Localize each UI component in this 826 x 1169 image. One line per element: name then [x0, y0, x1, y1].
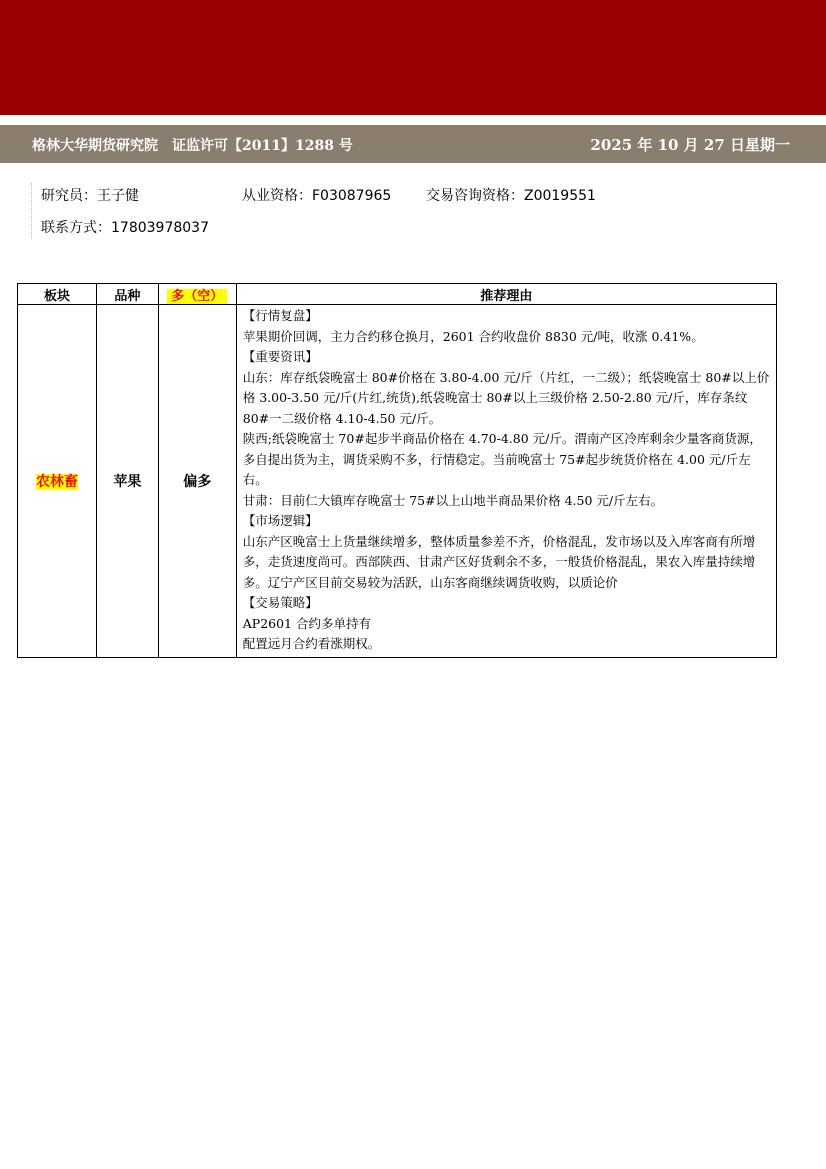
sector-label: 农林畜	[35, 473, 78, 490]
reason-line: 【交易策略】	[242, 595, 318, 610]
reason-line: 【重要资讯】	[242, 349, 318, 364]
reason-line: 苹果期价回调，主力合约移仓换月，2601 合约收盘价 8830 元/吨，收涨 0.41%。	[242, 328, 704, 344]
cell-reason	[236, 305, 776, 658]
reason-line: 山东：库存纸袋晚富士 80#价格在 3.80-4.00 元/斤（片红，一二级）；纸袋晚富士 80#以上价格 3.00-3.50 元/斤(片红,统货),纸袋晚富士 80#以上三级价格 2.50-2.80 元/斤，库存条纹 80#一二级价格 4.10-4.50 元/斤。	[242, 369, 770, 426]
researcher-name: 研究员：王子健	[41, 188, 139, 204]
reason-line: 山东产区晚富士上货量继续增多，整体质量参差不齐，价格混乱，发市场以及入库客商有所增多，走货速度尚可。西部陕西、甘肃产区好货剩余不多，一般货价格混乱，果农入库量持续增多。辽宁产区目前交易较为活跃，山东客商继续调货收购，以质论价	[242, 533, 756, 590]
header-direction-label: 多（空）	[167, 289, 227, 304]
reason-line: 配置远月合约看涨期权。	[242, 636, 381, 651]
recommendation-table	[17, 283, 777, 658]
header-left	[32, 135, 353, 155]
top-banner	[0, 0, 826, 115]
header-sector: 板块	[18, 284, 97, 305]
license-number: 证监许可【2011】1288 号	[172, 138, 353, 154]
header-direction	[158, 284, 236, 305]
contact-phone: 联系方式：17803978037	[41, 220, 209, 236]
qualification-number: 从业资格：F03087965	[242, 188, 392, 204]
trade-qualification-number: 交易咨询资格：Z0019551	[426, 188, 596, 204]
header-bar	[0, 125, 826, 163]
meta-divider	[31, 183, 33, 239]
institute-name: 格林大华期货研究院	[32, 138, 158, 154]
reason-line: 【市场逻辑】	[242, 513, 318, 528]
reason-line: 【行情复盘】	[242, 308, 318, 323]
contact-row	[41, 217, 209, 237]
report-date: 2025 年 10 月 27 日星期一	[590, 136, 790, 154]
header-reason: 推荐理由	[236, 284, 776, 305]
table-row	[18, 305, 777, 658]
reason-line: 甘肃：目前仁大镇库存晚富士 75#以上山地半商品果价格 4.50 元/斤左右。	[242, 492, 664, 508]
reason-line: 陕西;纸袋晚富士 70#起步半商品价格在 4.70-4.80 元/斤。渭南产区冷库剩余少量客商货源，多自提出货为主，调货采购不多，行情稳定。当前晚富士 75#起步统货价格在 4.00 元/斤左右。	[242, 431, 762, 487]
analyst-row	[41, 185, 596, 205]
header-variety: 品种	[96, 284, 158, 305]
table-header-row	[18, 284, 777, 305]
cell-direction: 偏多	[158, 305, 236, 658]
cell-sector	[18, 305, 97, 658]
cell-variety: 苹果	[96, 305, 158, 658]
reason-line: AP2601 合约多单持有	[242, 615, 371, 631]
